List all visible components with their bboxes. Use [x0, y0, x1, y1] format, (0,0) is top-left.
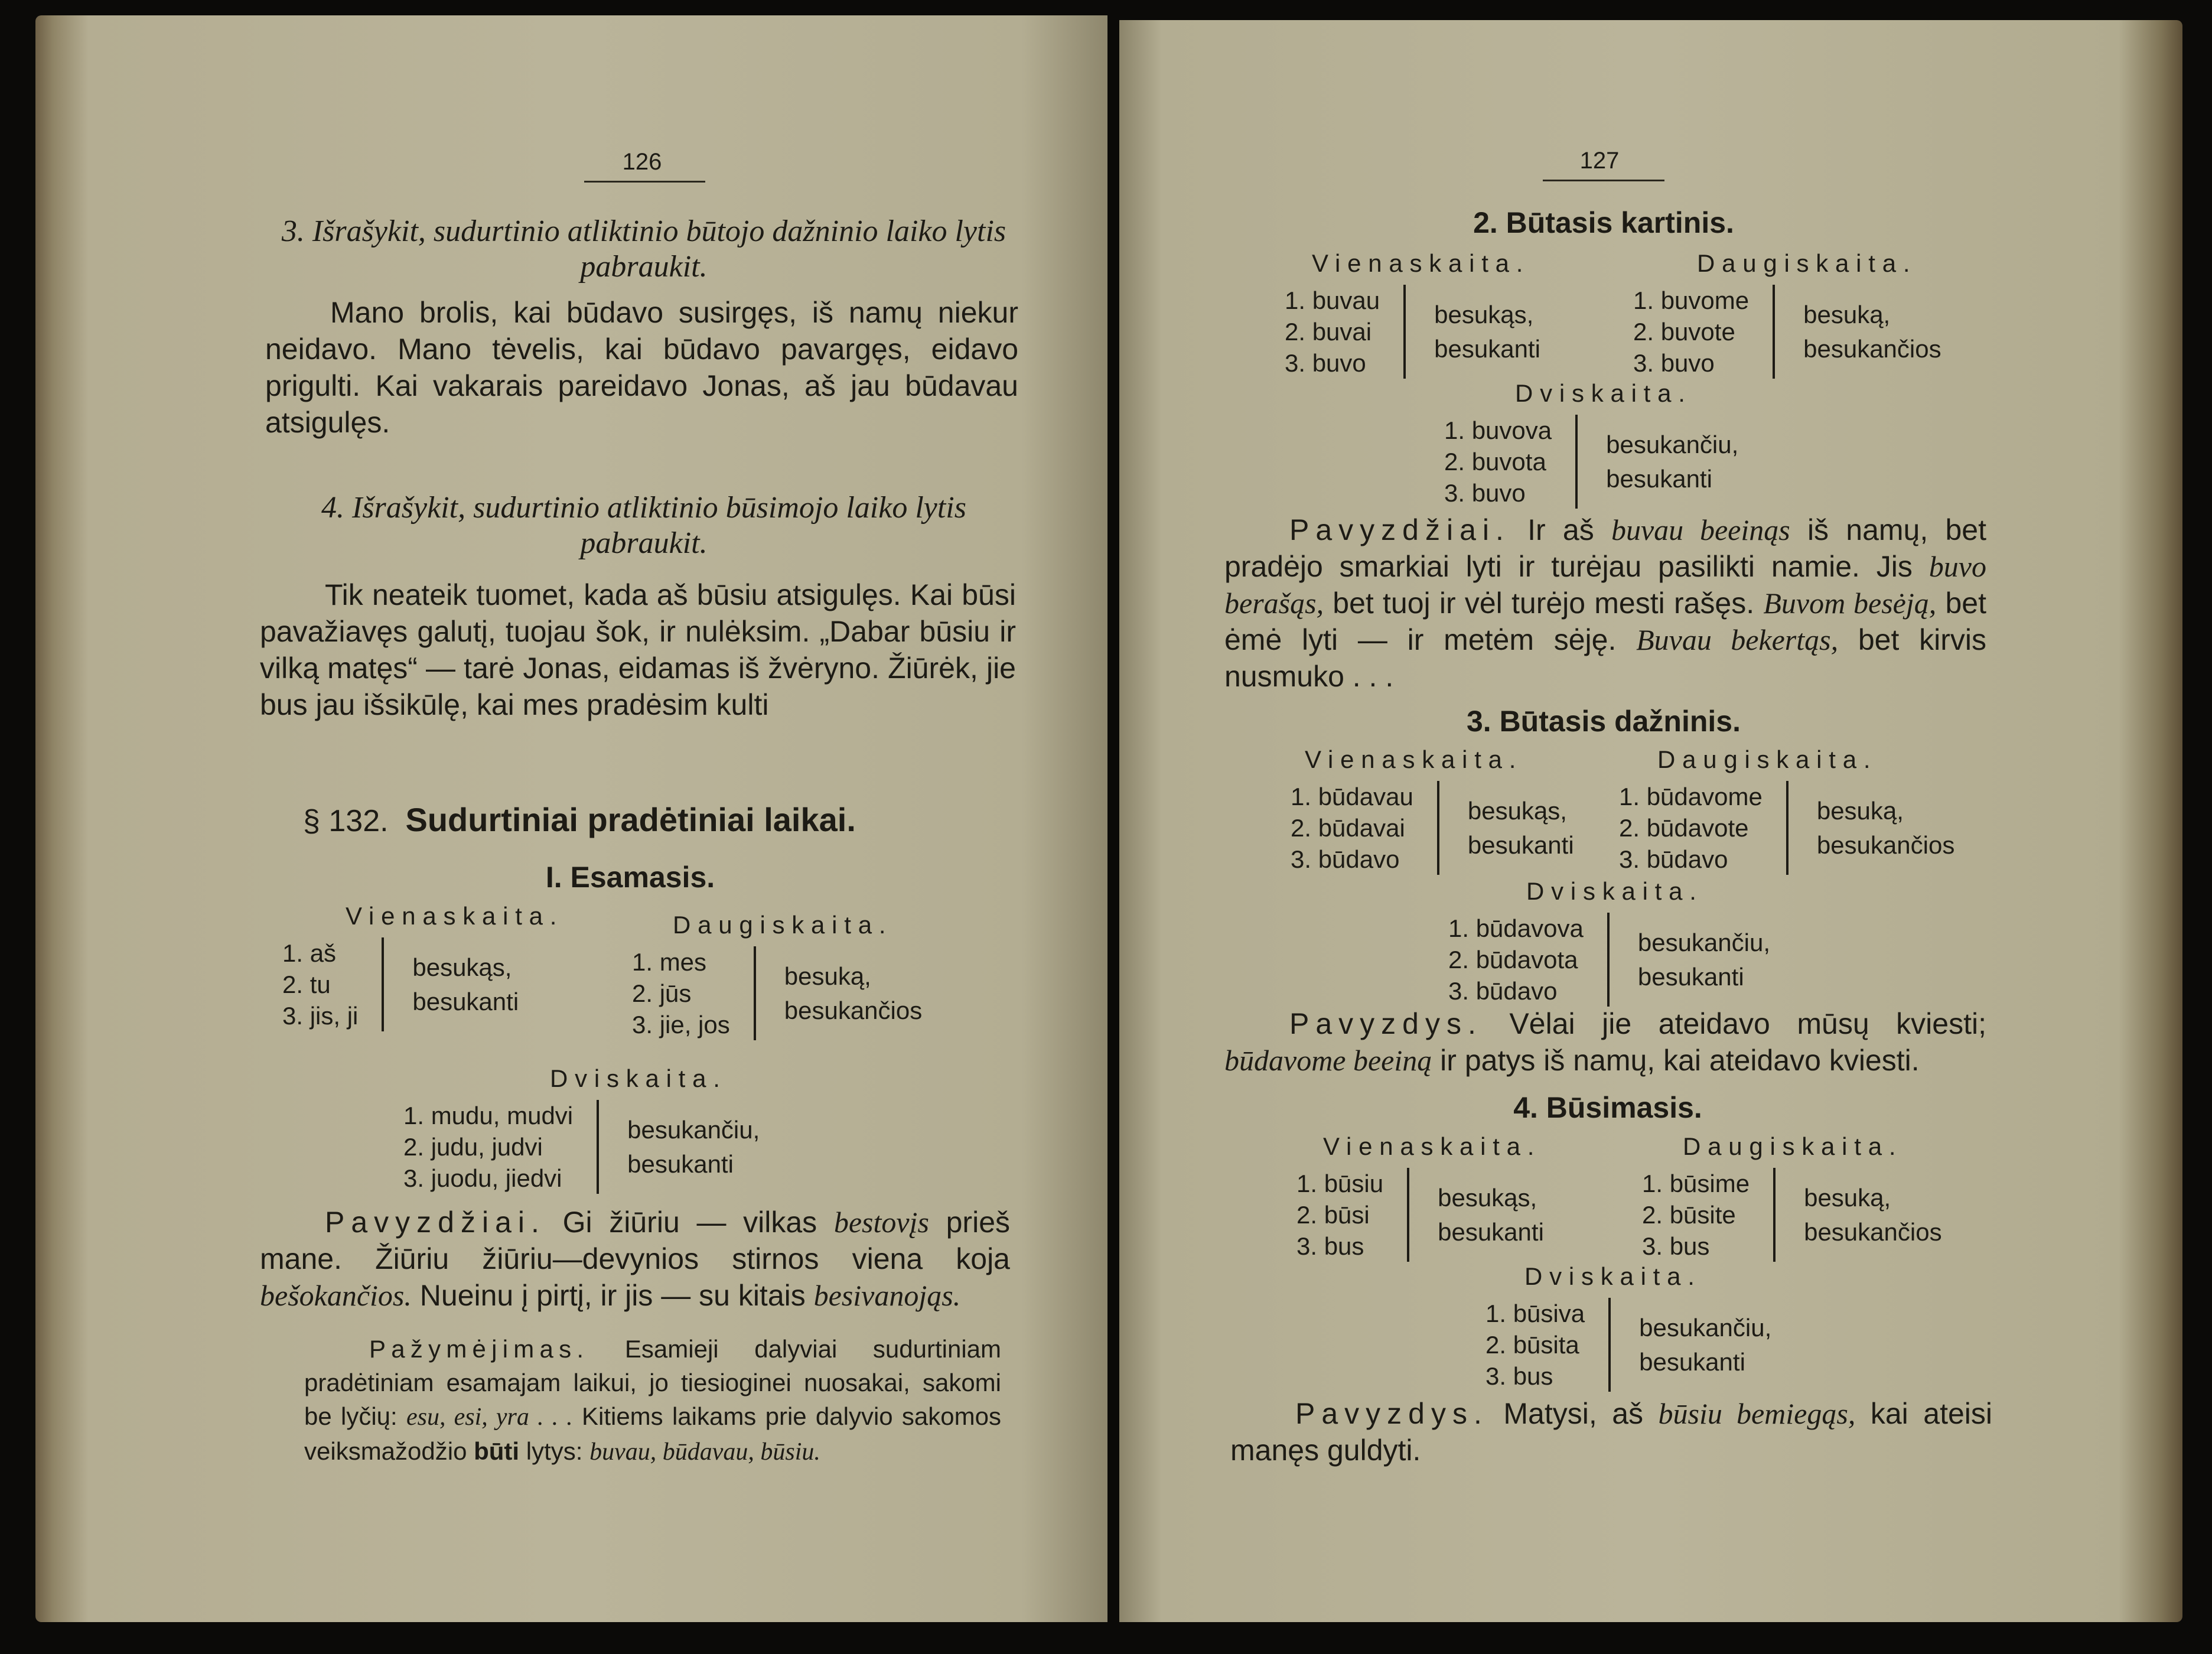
italic-text: bešokančios.: [260, 1279, 412, 1312]
participle-form: besukančios: [1804, 1217, 1942, 1246]
person-form: 1. aš: [282, 939, 337, 967]
person-form: 3. jie, jos: [632, 1011, 730, 1038]
person-form: 3. bus: [1296, 1232, 1364, 1260]
participle-form: besukančios: [784, 996, 923, 1024]
text-run: Esamieji dalyviai sudurtiniam pradėtiniam esamajam laikui, jo tiesioginei nuosakai, sakomi be lyčių:: [304, 1335, 1001, 1430]
section-title: Sudurtiniai pradėtiniai laikai.: [405, 801, 856, 838]
number-label: Dviskaita.: [550, 1064, 727, 1092]
person-form: 2. buvote: [1633, 318, 1735, 346]
text-run: Nueinu į pirtį, ir jis — su kitais: [411, 1279, 814, 1312]
participle-forms: [1438, 1181, 1544, 1249]
text-run: lytys:: [519, 1437, 590, 1465]
participle-form: besukanti: [412, 987, 519, 1015]
person-form: 1. būsiva: [1485, 1300, 1585, 1327]
exercise-3-heading: 3. Išrašykit, sudurtinio atliktinio būtojo dažninio laiko lytis pabraukit.: [281, 214, 1006, 284]
participle-form: besuką,: [784, 962, 871, 990]
participle-form: besukąs,: [1434, 300, 1534, 328]
plural-conjugation: [632, 910, 922, 1040]
section-number: § 132.: [303, 804, 389, 838]
conjugation-row: [1296, 1168, 1544, 1262]
person-form: 2. buvai: [1285, 318, 1372, 346]
person-form: 1. būsiu: [1296, 1170, 1384, 1197]
person-form: 1. buvova: [1444, 416, 1552, 444]
participle-forms: [1468, 794, 1574, 862]
participle-form: besukanti: [1438, 1217, 1544, 1246]
person-form: 3. juodu, jiedvi: [403, 1164, 562, 1192]
person-forms: [1444, 415, 1552, 509]
italic-text: būsiu bemiegąs,: [1658, 1397, 1856, 1430]
participle-form: besukančiu,: [627, 1115, 760, 1144]
participle-form: besukanti: [1639, 1347, 1745, 1376]
number-label: Vienaskaita.: [1305, 745, 1523, 773]
participle-form: besukąs,: [1467, 796, 1567, 825]
person-form: 2. jūs: [632, 979, 692, 1007]
italic-text: bestovįs: [833, 1206, 929, 1239]
person-form: 3. bus: [1485, 1362, 1553, 1390]
text-run: iš namų, bet pradėjo smarkiai lyti ir turėjau pasilikti namie. Jis: [1224, 513, 1986, 583]
dual-conjugation: [1485, 1261, 1771, 1392]
conjugation-row: [1642, 1168, 1942, 1262]
participle-form: besukanti: [1606, 464, 1712, 493]
conjugation-row: [1444, 415, 1738, 509]
text-run: prieš mane. Žiūriu žiūriu—devynios stirnos viena koja: [260, 1206, 1010, 1275]
participle-forms: [627, 1113, 760, 1181]
italic-text: buvau, būdavau, būsiu.: [589, 1438, 820, 1466]
italic-text: besivanojąs.: [813, 1279, 961, 1312]
italic-text: Buvom besėją,: [1763, 587, 1937, 620]
number-label: Daugiskaita.: [673, 911, 893, 939]
exercise-4-heading: 4. Išrašykit, sudurtinio atliktinio būsimojo laiko lytis pabraukit.: [321, 491, 966, 560]
participle-form: besukanti: [1434, 334, 1540, 363]
italic-text: Buvau bekertąs,: [1636, 623, 1839, 656]
singular-conjugation: [1296, 1131, 1544, 1262]
text-run: Vėlai jie ateidavo mūsų kviesti;: [1482, 1007, 1986, 1040]
person-form: 3. buvo: [1633, 349, 1715, 377]
number-label: Daugiskaita.: [1657, 745, 1878, 773]
participle-forms: [412, 950, 519, 1019]
person-form: 1. buvau: [1285, 286, 1380, 314]
person-form: 2. būsi: [1296, 1201, 1370, 1229]
person-forms: [1619, 781, 1763, 875]
number-label: Dviskaita.: [1515, 379, 1692, 407]
person-form: 1. būsime: [1642, 1170, 1750, 1197]
person-form: 2. būsita: [1485, 1331, 1579, 1359]
person-form: 3. bus: [1642, 1232, 1710, 1260]
spaced-label: Pažymėjimas.: [369, 1335, 589, 1363]
number-label: Dviskaita.: [1524, 1262, 1702, 1290]
page-number: 127: [1579, 148, 1620, 174]
divider-bar: [1773, 1168, 1776, 1262]
page-number: 126: [622, 149, 662, 175]
section-2-title: 2. Būtasis kartinis.: [1473, 206, 1734, 239]
conjugation-row: [632, 946, 922, 1040]
number-label: Daugiskaita.: [1683, 1132, 1903, 1160]
participle-forms: [784, 959, 922, 1028]
participle-form: besukančiu,: [1639, 1313, 1772, 1342]
person-form: 2. būdavote: [1619, 814, 1749, 842]
text-run: bet tuoj ir vėl turėjo mesti rašęs.: [1324, 587, 1764, 620]
section-3-title: 3. Būtasis dažninis.: [1466, 705, 1741, 738]
italic-text: buvo berašąs,: [1224, 550, 1986, 620]
number-label: Vienaskaita.: [346, 902, 564, 930]
dual-conjugation: [403, 1063, 760, 1194]
text-run: Kitiems laikams prie dalyvio sakomos veiksmažodžio: [304, 1402, 1001, 1465]
section-3-examples: [1224, 1005, 1986, 1079]
exercise-3-text: Mano brolis, kai būdavo susirgęs, iš namų niekur neidavo. Mano tėvelis, kai būdavo pavargęs, eidavo prigulti. Kai vakarais pareidavo Jonas, aš jau būdavau atsigulęs.: [265, 296, 1018, 439]
plural-conjugation: [1633, 248, 1941, 379]
person-form: 1. būdavome: [1619, 783, 1763, 810]
person-form: 2. buvota: [1444, 448, 1546, 476]
person-form: 3. būdavo: [1619, 845, 1728, 873]
divider-bar: [1437, 781, 1439, 875]
person-form: 1. buvome: [1633, 286, 1750, 314]
italic-text: būdavome beeiną: [1224, 1044, 1432, 1077]
person-form: 3. būdavo: [1291, 845, 1400, 873]
person-forms: [1485, 1298, 1585, 1392]
participle-form: besuką,: [1803, 300, 1891, 328]
singular-conjugation: [1285, 248, 1540, 379]
spaced-label: Pavyzdys.: [1295, 1397, 1488, 1430]
divider-bar: [1608, 1298, 1611, 1392]
subsection-title: I. Esamasis.: [545, 861, 715, 894]
divider-bar: [597, 1100, 599, 1194]
participle-forms: [1638, 926, 1770, 994]
person-forms: [1448, 913, 1584, 1007]
italic-text: esu, esi, yra . . .: [406, 1404, 573, 1431]
participle-form: besukanti: [627, 1150, 734, 1178]
section-4-examples: [1230, 1395, 1992, 1469]
divider-bar: [1607, 913, 1610, 1007]
number-label: Vienaskaita.: [1323, 1132, 1542, 1160]
conjugation-row: [1285, 285, 1540, 379]
divider-bar: [382, 937, 384, 1031]
person-form: 2. būdavai: [1291, 814, 1405, 842]
participle-form: besukančios: [1816, 831, 1955, 859]
dual-conjugation: [1444, 378, 1738, 509]
person-form: 2. būdavota: [1448, 946, 1578, 973]
number-label: Vienaskaita.: [1312, 249, 1530, 277]
person-forms: [1285, 285, 1380, 379]
text-run: Ir aš: [1510, 513, 1611, 546]
conjugation-row: [1485, 1298, 1771, 1392]
divider-bar: [1773, 285, 1775, 379]
participle-form: besukanti: [1637, 962, 1744, 991]
person-form: 1. mes: [632, 948, 707, 976]
participle-forms: [1803, 298, 1941, 366]
conjugation-row: [282, 937, 563, 1031]
participle-form: besukančios: [1803, 334, 1941, 363]
conjugation-row: [1448, 913, 1770, 1007]
person-form: 2. judu, judvi: [403, 1133, 543, 1161]
person-forms: [403, 1100, 573, 1194]
participle-form: besukąs,: [1438, 1183, 1537, 1212]
conjugation-row: [1633, 285, 1941, 379]
conjugation-row: [1291, 781, 1574, 875]
person-form: 1. būdavova: [1448, 914, 1584, 942]
conjugation-row: [403, 1100, 760, 1194]
participle-forms: [1817, 794, 1954, 862]
spaced-label: Pavyzdžiai.: [1289, 513, 1510, 546]
page-number-rule: [1543, 180, 1664, 181]
person-form: 2. būsite: [1642, 1201, 1736, 1229]
singular-conjugation: [1291, 744, 1574, 875]
person-form: 1. būdavau: [1291, 783, 1413, 810]
participle-forms: [1434, 298, 1540, 366]
person-form: 3. būdavo: [1448, 977, 1558, 1005]
text-run: Matysi, aš: [1488, 1397, 1659, 1430]
number-label: Daugiskaita.: [1697, 249, 1917, 277]
text-run: bet kirvis nusmuko . . .: [1224, 623, 1986, 693]
spaced-label: Pavyzdžiai.: [325, 1206, 546, 1239]
text-run: bet ėmė lyti — ir metėm sėję.: [1224, 587, 1987, 656]
number-label: Dviskaita.: [1526, 877, 1703, 905]
divider-bar: [1786, 781, 1789, 875]
divider-bar: [754, 946, 756, 1040]
person-form: 3. buvo: [1285, 349, 1366, 377]
person-form: 1. mudu, mudvi: [403, 1102, 574, 1129]
examples-paragraph: [260, 1204, 1010, 1314]
plural-conjugation: [1642, 1131, 1942, 1262]
spaced-label: Pavyzdys.: [1289, 1007, 1483, 1040]
singular-conjugation: [282, 901, 563, 1031]
person-forms: [1291, 781, 1413, 875]
section-2-examples: [1224, 512, 1986, 695]
person-forms: [632, 946, 730, 1040]
section-heading: [303, 800, 856, 839]
text-run: kai ateisi manęs guldyti.: [1230, 1397, 1992, 1467]
section-4-title: 4. Būsimasis.: [1513, 1091, 1702, 1124]
participle-form: besuką,: [1804, 1183, 1891, 1212]
person-form: 3. jis, ji: [282, 1002, 359, 1030]
exercise-4-text: Tik neateik tuomet, kada aš būsiu atsigulęs. Kai būsi pavažiavęs galutį, tuojau šok, ir nulėksim. „Dabar būsiu ir vilką matęs“ — tarė Jonas, eidamas iš žvėryno. Žiūrėk, jie bus jau išsikūlę, kai mes pradėsim kulti: [260, 578, 1016, 721]
bold-text: būti: [474, 1437, 520, 1465]
person-forms: [1642, 1168, 1750, 1262]
divider-bar: [1403, 285, 1406, 379]
divider-bar: [1407, 1168, 1409, 1262]
dual-conjugation: [1448, 876, 1770, 1007]
page-number-rule: [584, 181, 705, 183]
plural-conjugation: [1619, 744, 1954, 875]
participle-form: besukąs,: [412, 953, 512, 981]
participle-form: besuką,: [1816, 796, 1904, 825]
italic-text: buvau beeinąs: [1611, 513, 1790, 546]
text-run: Gi žiūriu — vilkas: [545, 1206, 834, 1239]
person-form: 2. tu: [282, 971, 331, 998]
person-forms: [1633, 285, 1749, 379]
divider-bar: [1575, 415, 1578, 509]
conjugation-row: [1619, 781, 1954, 875]
person-form: 3. buvo: [1444, 479, 1526, 507]
person-forms: [1296, 1168, 1383, 1262]
participle-form: besukančiu,: [1606, 430, 1739, 458]
person-forms: [282, 937, 358, 1031]
participle-forms: [1804, 1181, 1941, 1249]
participle-form: besukanti: [1467, 831, 1574, 859]
participle-forms: [1606, 428, 1738, 496]
participle-forms: [1639, 1311, 1771, 1379]
participle-form: besukančiu,: [1637, 928, 1771, 956]
text-run: ir patys iš namų, kai ateidavo kviesti.: [1432, 1044, 1920, 1077]
note-paragraph: [304, 1332, 1001, 1469]
